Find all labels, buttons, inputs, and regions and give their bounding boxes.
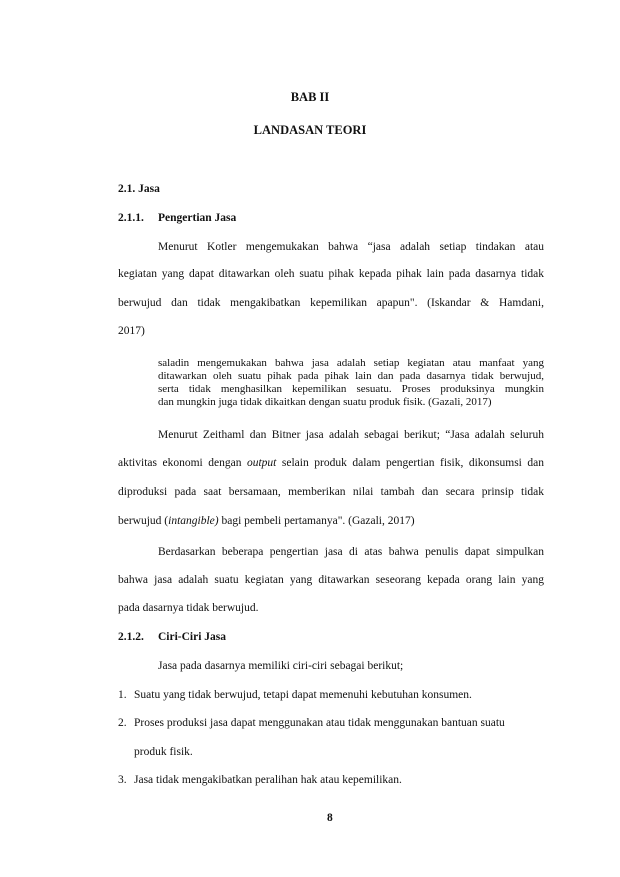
quote-line: dan mungkin juga tidak dikaitkan dengan suatu produk fisik. (Gazali, 2017) [158, 396, 492, 408]
paragraph-line: Jasa pada dasarnya memiliki ciri-ciri sebagai berikut; [158, 660, 404, 672]
paragraph-line: pada dasarnya tidak berwujud. [118, 602, 259, 614]
paragraph-line: berwujud dan tidak mengakibatkan kepemilikan apapun". (Iskandar & Hamdani, [118, 297, 544, 309]
paragraph-line: Menurut Kotler mengemukakan bahwa “jasa adalah setiap tindakan atau [158, 241, 544, 253]
paragraph-line: Menurut Zeithaml dan Bitner jasa adalah sebagai berikut; “Jasa adalah seluruh [158, 429, 544, 441]
list-item: Jasa tidak mengakibatkan peralihan hak atau kepemilikan. [134, 774, 402, 786]
list-number: 3. [118, 774, 127, 786]
paragraph-line: berwujud (intangible) bagi pembeli pertamanya". (Gazali, 2017) [118, 515, 415, 527]
italic-term-intangible: intangible) [168, 515, 219, 527]
list-number: 2. [118, 717, 127, 729]
chapter-number: BAB II [290, 90, 330, 104]
subsection2-heading: Ciri-Ciri Jasa [158, 631, 227, 643]
italic-term-output: output [246, 457, 277, 469]
list-item: Suatu yang tidak berwujud, tetapi dapat memenuhi kebutuhan konsumen. [134, 689, 472, 701]
quote-line: ditawarkan oleh suatu pihak pada pihak lain dan pada dasarnya tidak berwujud, [158, 370, 544, 382]
paragraph-line: aktivitas ekonomi dengan output selain produk dalam pengertian fisik, dikonsumsi dan [118, 457, 545, 469]
subsection1-number: 2.1.1. [118, 212, 144, 224]
paragraph-line: Berdasarkan beberapa pengertian jasa di atas bahwa penulis dapat simpulkan [158, 546, 544, 558]
chapter-title: LANDASAN TEORI [253, 123, 367, 137]
paragraph-line: kegiatan yang dapat ditawarkan oleh suatu pihak kepada pihak lain pada dasarnya tidak [118, 268, 544, 280]
list-number: 1. [118, 689, 127, 701]
quote-line: saladin mengemukakan bahwa jasa adalah setiap kegiatan atau manfaat yang [158, 357, 544, 369]
section-heading: 2.1. Jasa [118, 183, 160, 195]
page-number: 8 [327, 812, 333, 824]
list-item: Proses produksi jasa dapat menggunakan atau tidak menggunakan bantuan suatu [134, 717, 505, 729]
paragraph-line: 2017) [118, 325, 145, 337]
subsection1-heading: Pengertian Jasa [158, 212, 237, 224]
quote-line: serta tidak menghasilkan kepemilikan sesuatu. Proses produksinya mungkin [158, 383, 544, 395]
paragraph-line: bahwa jasa adalah suatu kegiatan yang ditawarkan seseorang kepada orang lain yang [118, 574, 544, 586]
paragraph-line: diproduksi pada saat bersamaan, memberikan nilai tambah dan secara prinsip tidak [118, 486, 544, 498]
subsection2-number: 2.1.2. [118, 631, 144, 643]
list-item-continuation: produk fisik. [134, 746, 193, 758]
